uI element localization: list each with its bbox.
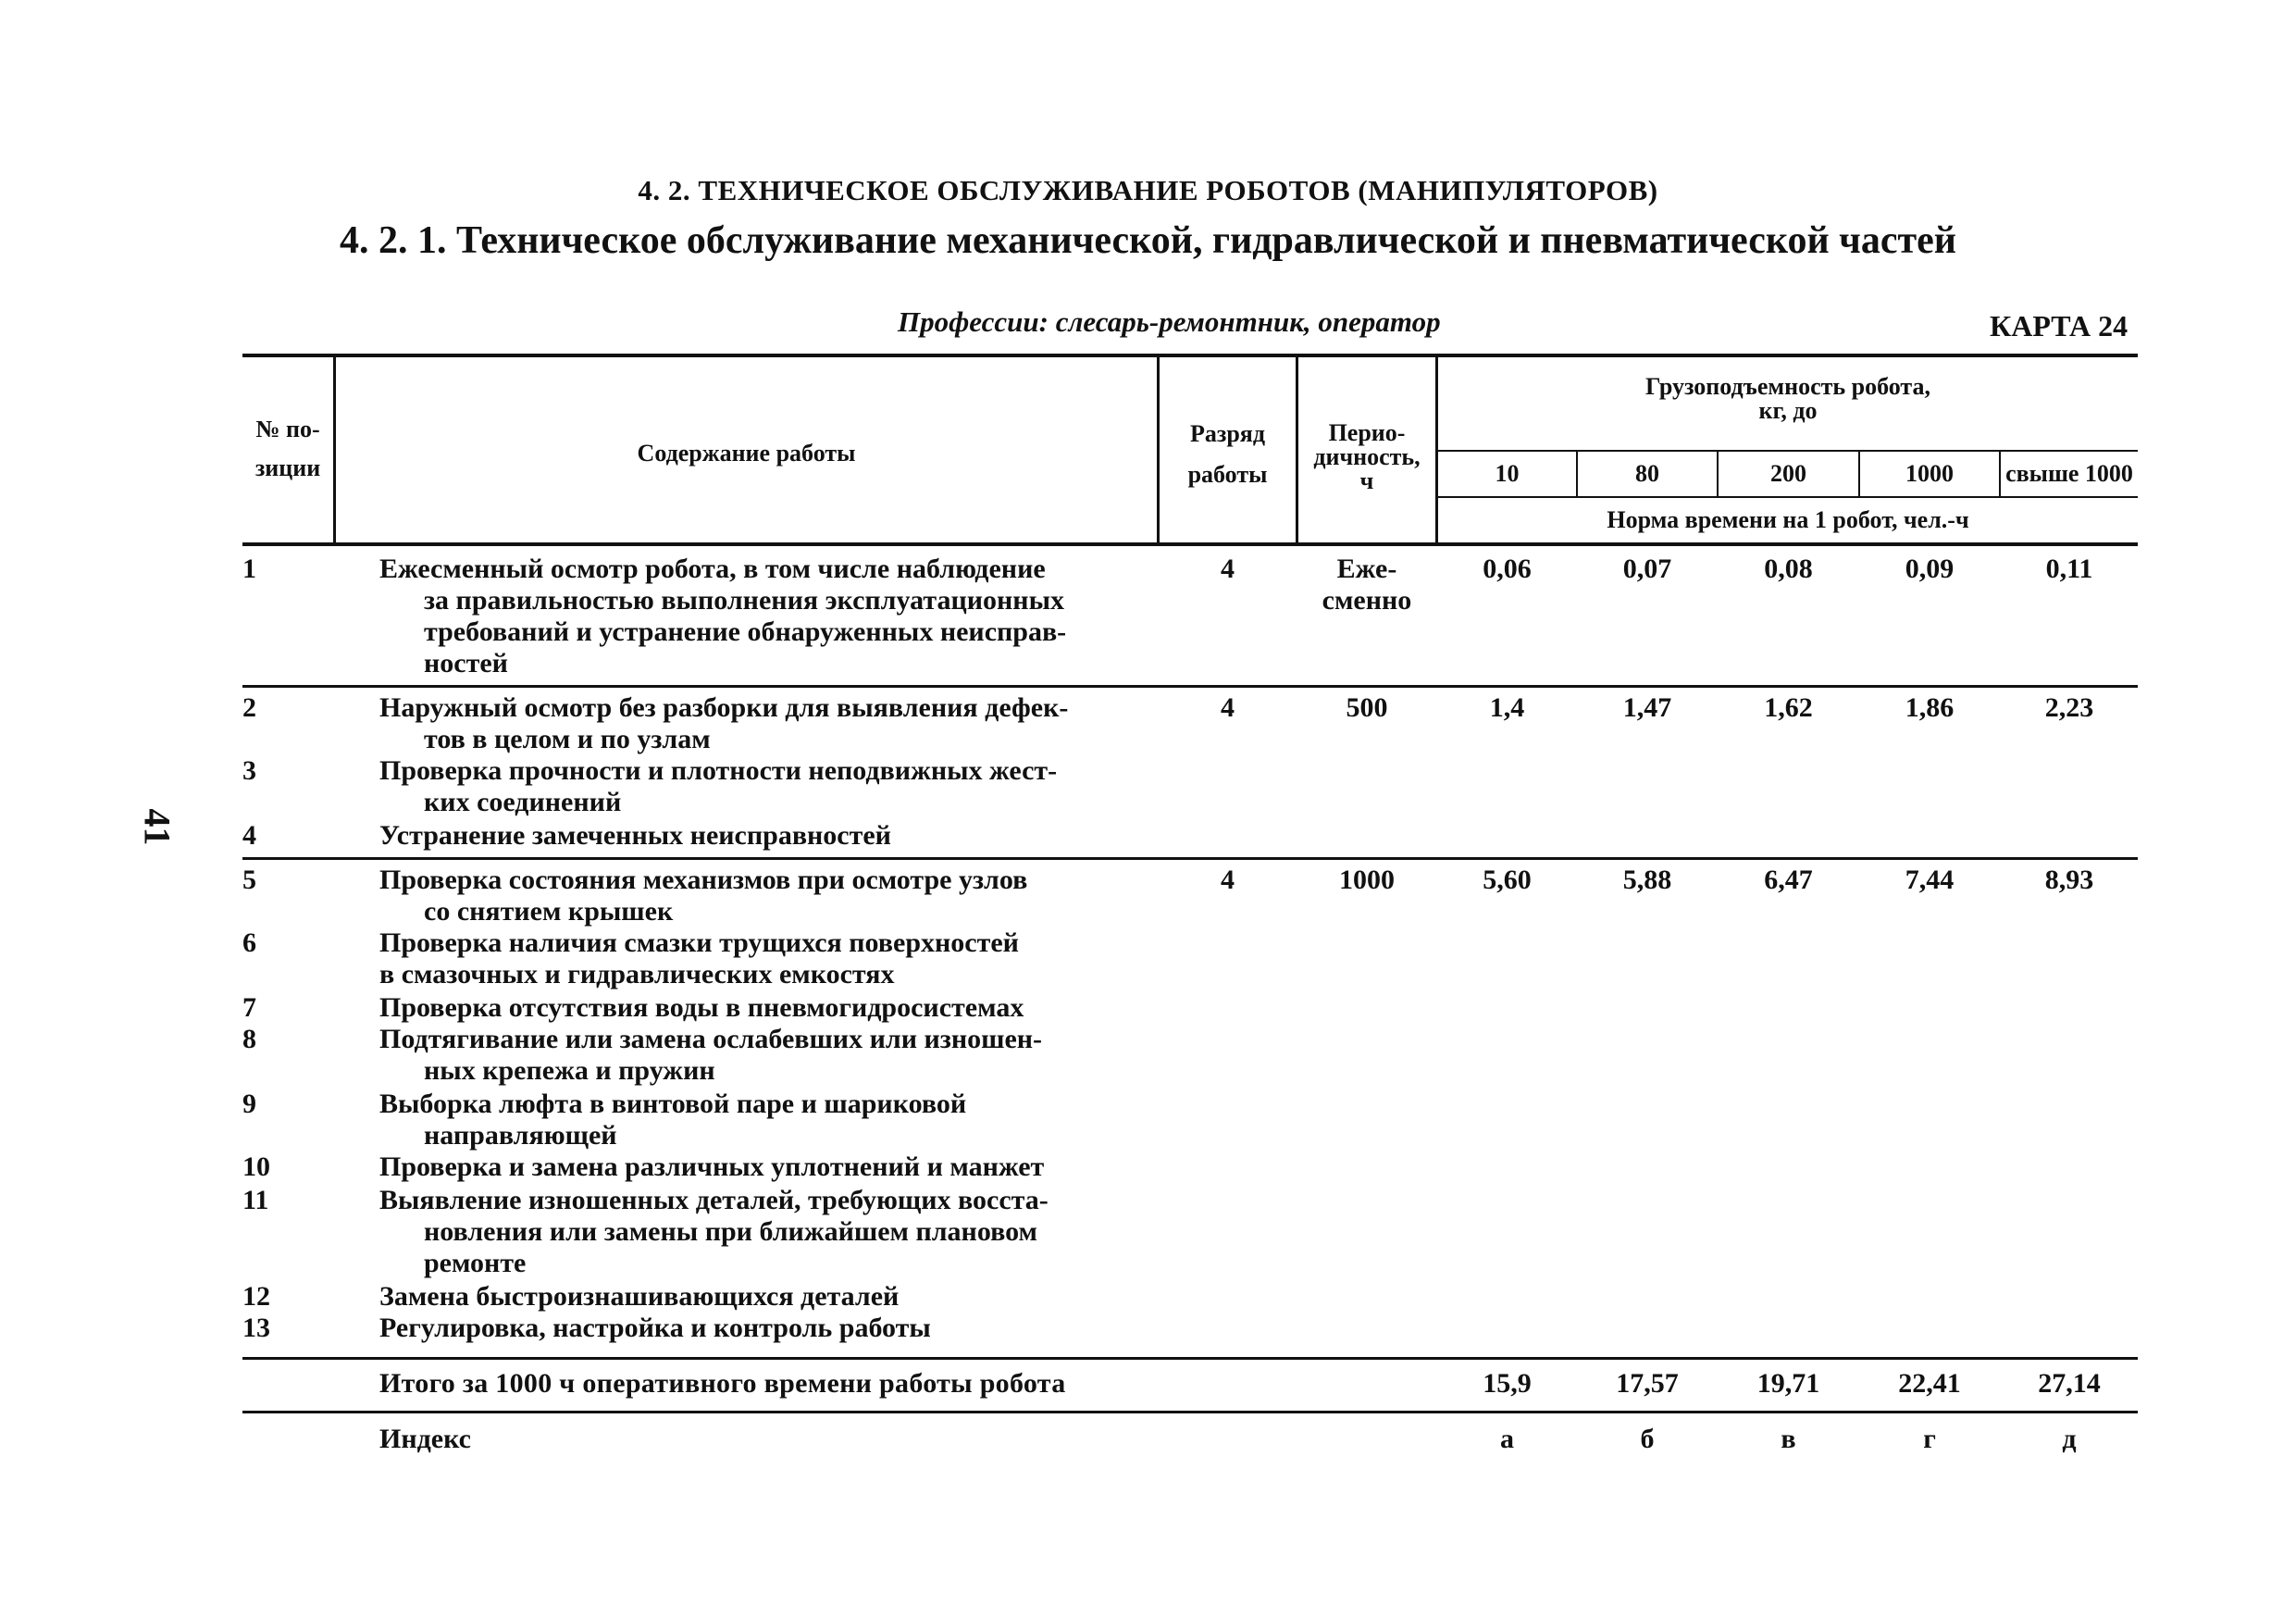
professions: Профессии: слесарь-ремонтник, оператор [898,305,1441,338]
index-value: г [1923,1424,1936,1454]
group-rule [242,1357,2138,1360]
position-number: 6 [242,927,256,958]
section-title: 4. 2. ТЕХНИЧЕСКОЕ ОБСЛУЖИВАНИЕ РОБОТОВ (МАНИПУЛЯТОРОВ) [638,174,1658,206]
cap-col-200: 200 [1770,460,1806,487]
header-grade: Разряд работы [1187,420,1268,488]
norm-value: 1,4 [1489,692,1525,723]
task-text: Наружный осмотр без разборки для выявления дефек- тов в целом и по узлам [379,692,1069,754]
header-position: № по- зиции [254,416,321,481]
group-rule [242,685,2138,688]
position-number: 11 [242,1185,269,1215]
periodicity: Еже- сменно [1322,554,1412,616]
position-number: 7 [242,992,256,1023]
cap-col-1000: 1000 [1905,460,1954,487]
cap-cols-bottom-rule [1437,496,2138,498]
position-number: 2 [242,692,256,723]
task-text: Подтягивание или замена ослабевших или изношен- ных крепежа и пружин [379,1024,1043,1086]
total-label: Итого за 1000 ч оперативного времени работы робота [379,1368,1066,1399]
norm-value: 5,88 [1622,865,1672,895]
norm-value: 7,44 [1905,865,1955,895]
cap-col-over-1000: свыше 1000 [2005,460,2133,487]
index-value: д [2062,1424,2077,1454]
page-number: 41 [136,808,179,846]
subsection-title: 4. 2. 1. Техническое обслуживание механической, гидравлической и пневматической частей [340,219,1956,262]
position-number: 8 [242,1024,256,1054]
index-value: в [1781,1424,1796,1454]
total-value: 17,57 [1616,1368,1679,1399]
norm-header: Норма времени на 1 робот, чел.-ч [1607,506,1969,533]
norm-value: 0,08 [1764,554,1813,584]
periodicity: 500 [1346,692,1388,723]
header-content: Содержание работы [637,440,856,467]
index-label: Индекс [379,1424,471,1454]
task-text: Проверка наличия смазки трущихся поверхностей в смазочных и гидравлических емкостях [379,927,1019,989]
position-number: 12 [242,1281,270,1312]
header-period: Перио- дичность, ч [1313,419,1421,494]
norm-value: 5,60 [1483,865,1532,895]
grade: 4 [1221,865,1235,895]
position-number: 13 [242,1313,270,1343]
norm-value: 1,62 [1764,692,1813,723]
total-value: 27,14 [2038,1368,2101,1399]
norm-value: 1,47 [1622,692,1672,723]
norm-value: 0,11 [2045,554,2093,584]
task-text: Выборка люфта в винтовой паре и шариковой направляющей [379,1089,967,1151]
grade: 4 [1221,692,1235,723]
task-text: Проверка прочности и плотности неподвижных жест- ких соединений [379,755,1058,817]
card-number: КАРТА 24 [1990,309,2128,342]
index-value: а [1500,1424,1514,1454]
index-value: б [1640,1424,1655,1454]
task-text: Регулировка, настройка и контроль работы [379,1313,931,1343]
total-value: 19,71 [1756,1368,1820,1399]
table-top-rule [242,354,2138,357]
task-text: Проверка и замена различных уплотнений и манжет [379,1151,1045,1182]
norm-value: 0,07 [1622,554,1672,584]
group-rule [242,857,2138,860]
total-value: 15,9 [1483,1368,1532,1399]
task-text: Выявление изношенных деталей, требующих восста- новления или замены при ближайшем плановом ремонте [379,1185,1049,1278]
norm-value: 0,06 [1483,554,1532,584]
position-number: 9 [242,1089,256,1119]
position-number: 1 [242,554,256,584]
norm-value: 6,47 [1764,865,1813,895]
header-bottom-rule [242,542,2138,546]
total-rule [242,1411,2138,1413]
grade: 4 [1221,554,1235,584]
header-capacity: Грузоподъемность робота, кг, до [1644,373,1930,424]
position-number: 4 [242,820,256,851]
position-number: 5 [242,865,256,895]
cap-col-80: 80 [1635,460,1659,487]
task-text: Проверка отсутствия воды в пневмогидросистемах [379,992,1024,1023]
norm-value: 2,23 [2044,692,2094,723]
norm-value: 8,93 [2044,865,2094,895]
periodicity: 1000 [1339,865,1395,895]
total-value: 22,41 [1898,1368,1961,1399]
task-text: Ежесменный осмотр робота, в том числе наблюдение за правильностью выполнения эксплуатационных требований и устранение обнаруженных неисправ- ностей [379,554,1067,678]
task-text: Проверка состояния механизмов при осмотре узлов со снятием крышек [379,865,1028,927]
norm-value: 0,09 [1905,554,1955,584]
cap-cols-top-rule [1437,450,2138,452]
cap-col-10: 10 [1495,460,1520,487]
task-text: Устранение замеченных неисправностей [379,820,891,851]
position-number: 3 [242,755,256,786]
norm-value: 1,86 [1905,692,1955,723]
task-text: Замена быстроизнашивающихся деталей [379,1281,900,1312]
position-number: 10 [242,1151,270,1182]
